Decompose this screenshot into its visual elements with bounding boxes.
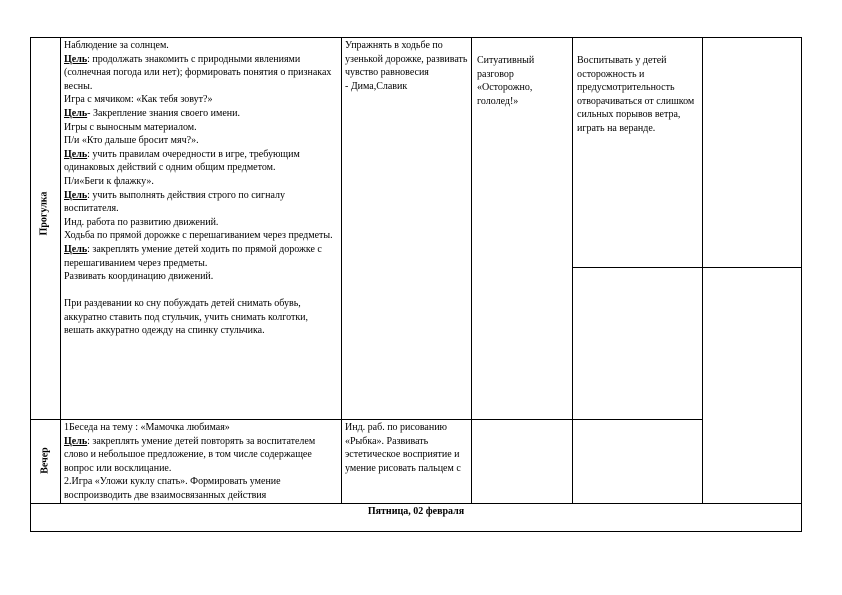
goal-label: Цель (64, 189, 88, 201)
activity-line (64, 216, 336, 230)
activity-line (64, 475, 338, 502)
activity-text: Развивать координацию движений. (64, 271, 214, 283)
evening-activities (64, 421, 338, 503)
section-label-walk: Прогулка (38, 191, 50, 236)
col-border-3 (471, 37, 472, 504)
activity-line (64, 148, 336, 175)
day-header: Пятница, 02 февраля (367, 506, 465, 517)
activity-line (64, 229, 336, 243)
activity-text: П/и«Беги к флажку». (64, 175, 154, 187)
activity-text: Инд. работа по развитию движений. (64, 216, 219, 228)
table-bottom-border (30, 531, 802, 532)
col-border-1 (60, 37, 61, 504)
table-top-border (30, 37, 802, 38)
walk-situational-talk: Ситуативный разговор «Осторожно, гололед!» (477, 55, 535, 107)
activity-text: 2.Игра «Уложи куклу спать». Формировать умение воспроизводить две взаимосвязанных действия (64, 476, 281, 501)
activity-line (64, 435, 338, 476)
activity-line (64, 53, 336, 94)
activity-line (64, 134, 336, 148)
activity-line (64, 107, 336, 121)
activity-text: При раздевании ко сну побуждать детей снимать обувь, аккуратно ставить под стульчик, учить снимать колготки, вешать аккуратно одежду на спинку стульчика. (64, 298, 309, 337)
activity-line (64, 175, 336, 189)
activity-text: Игры с выносным материалом. (64, 121, 197, 133)
activity-text: - Закрепление знания своего имени. (87, 107, 240, 119)
activity-text: П/и «Кто дальше бросит мяч?». (64, 135, 199, 147)
goal-label: Цель (64, 53, 88, 65)
activity-line (64, 243, 336, 270)
section-label-evening: Вечер (39, 447, 51, 474)
col-border-2 (341, 37, 342, 504)
col-border-left (30, 37, 31, 532)
activity-text: : учить выполнять действия строго по сигналу воспитателя. (64, 189, 286, 215)
row-divider-right-columns (572, 267, 802, 268)
goal-label: Цель (64, 148, 88, 160)
goal-label: Цель (64, 107, 88, 119)
col-border-4 (572, 37, 573, 504)
col-border-5 (702, 37, 703, 504)
activity-line (64, 39, 336, 53)
row-divider-day-header (30, 503, 802, 504)
activity-text: Ходьба по прямой дорожке с перешагиванием через предметы. (64, 230, 333, 242)
walk-upbringing: Воспитывать у детей осторожность и предусмотрительность отворачиваться от слишком сильных порывов ветра, играть на веранде. (577, 55, 695, 134)
walk-activities (64, 39, 336, 417)
walk-individual-work: Упражнять в ходьбе по узенькой дорожке, развивать чувство равновесия - Дима,Славик (345, 40, 468, 92)
activity-line (64, 270, 336, 284)
activity-line (64, 297, 336, 338)
activity-text: Игра с мячиком: «Как тебя зовут?» (64, 94, 213, 106)
activity-text: 1Беседа на тему : «Мамочка любимая» (64, 422, 230, 433)
row-divider-walk-evening (30, 419, 702, 420)
activity-line (64, 189, 336, 216)
activity-line (64, 121, 336, 135)
evening-individual-work: Инд. раб. по рисованию «Рыбка». Развивать эстетическое восприятие и умение рисовать пальцем с (345, 422, 461, 474)
activity-text: : закреплять умение детей повторять за воспитателем слово и небольшое предложение, в том числе содержащее вопрос или восклицание. (64, 435, 316, 474)
col-border-right (801, 37, 802, 532)
goal-label: Цель (64, 243, 88, 255)
activity-line (64, 284, 336, 298)
activity-line (64, 421, 338, 435)
activity-line (64, 93, 336, 107)
activity-text: : продолжать знакомить с природными явлениями (солнечная погода или нет); формировать понятия о признаках весны. (64, 53, 332, 92)
activity-text: : учить правилам очередности в игре, требующим одинаковых действий с одним общим предметом. (64, 148, 300, 174)
activity-text: : закреплять умение детей ходить по прямой дорожке с перешагиванием через предметы. (64, 243, 322, 269)
activity-text: Наблюдение за солнцем. (64, 40, 169, 51)
goal-label: Цель (64, 435, 88, 447)
